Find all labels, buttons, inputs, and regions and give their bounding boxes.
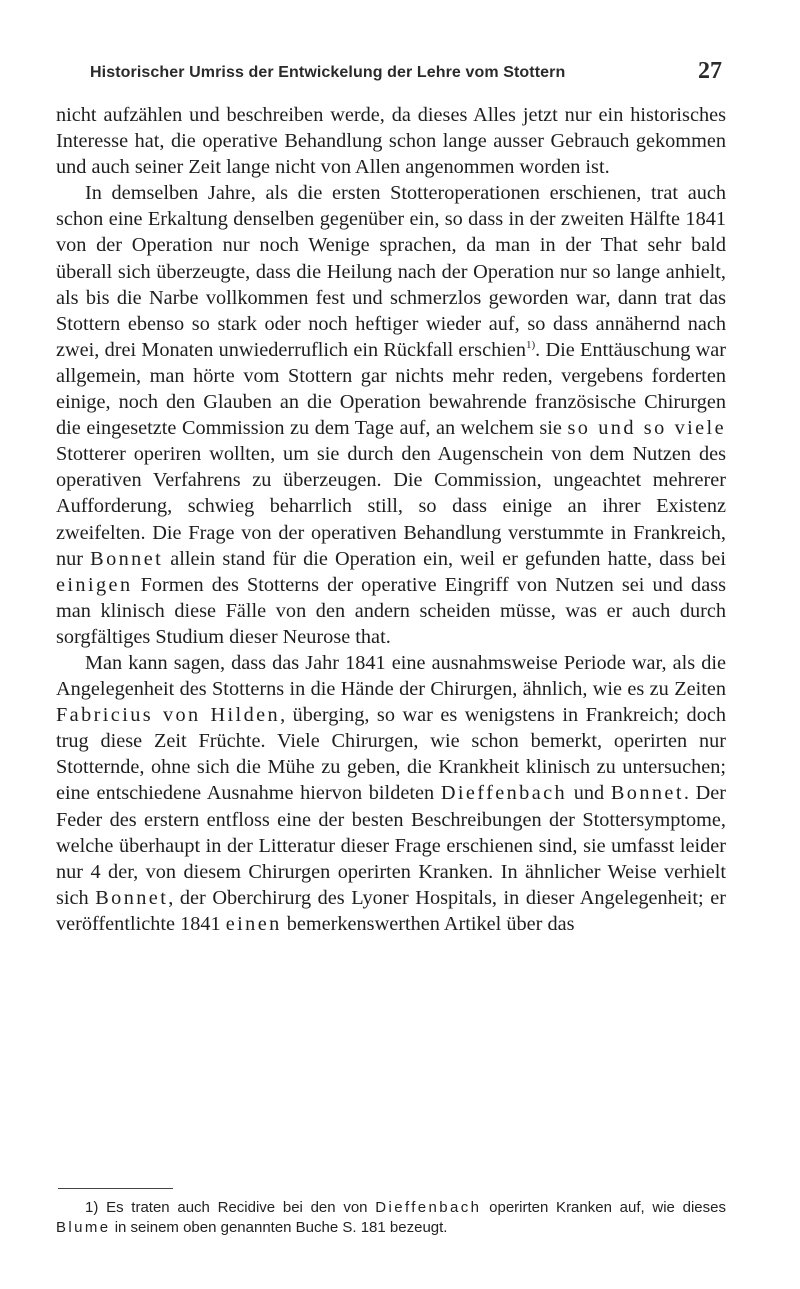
- paragraph-3-text-e: , der Oberchirurg des Lyoner Hospitals, in dieser Angelegenheit; er veröffentlichte 1841: [56, 886, 726, 935]
- footnote-1: [56, 1198, 726, 1238]
- paragraph-3-text-c: und: [573, 782, 605, 805]
- paragraph-3-text-b: , überging, so war es wenigstens in Frankreich; doch trug diese Zeit Früchte. Viele Chirurgen, wie schon bemerkt, operirten nur Stotternde, ohne sich die Mühe zu geben, die Krankheit klinisch zu untersuchen; eine entschiedene Ausnahme hiervon bildeten: [56, 704, 726, 805]
- spaced-name-bonnet: Bonnet: [90, 547, 164, 570]
- running-header: [90, 58, 722, 88]
- spaced-emphasis-einen: einen: [225, 912, 282, 935]
- spaced-emphasis: so und so viele: [567, 417, 726, 440]
- footnote-text-a: Es traten auch Recidive bei den von: [106, 1199, 368, 1216]
- spaced-name-bonnet: Bonnet: [610, 782, 684, 805]
- paragraph-1: [56, 102, 726, 180]
- paragraph-1-text: nicht aufzählen und beschreiben werde, da dieses Alles jetzt nur ein historisches Interesse hat, die operative Behandlung schon lange ausser Gebrauch gekommen und auch seiner Zeit lange nicht von Allen angenommen worden ist.: [56, 104, 726, 179]
- paragraph-3-text-d: . Der Feder des erstern entfloss eine der besten Beschreibungen der Stottersymptome, welche überhaupt in der Litteratur dieser Frage erschienen sind, sie umfasst leider nur 4 der, von diesem Chirurgen operirten Kranken. In ähnlicher Weise verhielt sich: [56, 782, 727, 909]
- footnote-text-c: in seinem oben genannten Buche S. 181 bezeugt.: [114, 1219, 448, 1236]
- paragraph-2-text-d: allein stand für die Operation ein, weil er gefunden hatte, dass bei: [170, 547, 726, 570]
- footnote-marker: 1): [85, 1199, 99, 1216]
- spaced-name-dieffenbach: Dieffenbach: [375, 1199, 482, 1216]
- paragraph-3: [56, 650, 726, 937]
- body-text: [56, 102, 726, 937]
- spaced-name-blume: Blume: [56, 1219, 111, 1236]
- paragraph-3-text-a: Man kann sagen, dass das Jahr 1841 eine ausnahmsweise Periode war, als die Angelegenheit des Stotterns in die Hände der Chirurgen, ähnlich, wie es zu Zeiten: [56, 651, 726, 701]
- paragraph-2: [56, 180, 726, 650]
- spaced-name-bonnet: Bonnet: [95, 886, 169, 909]
- running-title: Historischer Umriss der Entwickelung der Lehre vom Stottern: [90, 64, 566, 81]
- paragraph-2-text-a: In demselben Jahre, als die ersten Stotteroperationen erschienen, trat auch schon eine Erkaltung denselben gegenüber ein, so dass in der zweiten Hälfte 1841 von der Operation nur noch Wenige sprachen, da man in der That sehr bald überall sich überzeugte, dass die Heilung nach der Operation nur so lange anhielt, als bis die Narbe vollkommen fest und schmerzlos geworden war, dann trat das Stottern ebenso so stark oder noch heftiger wieder auf, so dass annähernd nach zwei, drei Monaten unwiederruflich ein Rückfall erschien: [56, 182, 726, 361]
- footnote-reference-number: 1: [526, 338, 532, 351]
- footnote-divider: [58, 1188, 173, 1189]
- spaced-name-fabricius: Fabricius von Hilden: [56, 704, 281, 727]
- footnote-reference: 1): [526, 338, 536, 351]
- page-number: 27: [698, 58, 722, 84]
- footnote-text-b: operirten Kranken auf, wie dieses: [489, 1199, 726, 1216]
- paragraph-2-text-c: Stotterer operiren wollten, um sie durch den Augenschein von dem Nutzen des operativen Verfahrens zu überzeugen. Die Commission, ungeachtet mehrerer Aufforderung, schwieg beharrlich still, so dass einige an ihrer Existenz zweifelten. Die Frage von der operativen Behandlung verstummte in Frankreich, nur: [56, 443, 726, 570]
- spaced-name-dieffenbach: Dieffenbach: [440, 782, 568, 805]
- footnotes: [56, 1198, 726, 1238]
- paragraph-2-text-b: . Die Enttäuschung war allgemein, man hörte vom Stottern gar nichts mehr reden, vergebens forderten einige, noch den Glauben an die Operation bewahrende französische Chirurgen die eingesetzte Commission zu dem Tage auf, an welchem sie: [56, 338, 726, 440]
- spaced-emphasis-einigen: einigen: [56, 573, 133, 596]
- paragraph-3-text-f: bemerkenswerthen Artikel über das: [286, 912, 575, 935]
- paragraph-2-text-e: Formen des Stotterns der operative Eingriff von Nutzen sei und dass man klinisch diese Fälle von den andern scheiden müsse, was er auch durch sorgfältiges Studium dieser Neurose that.: [56, 573, 726, 648]
